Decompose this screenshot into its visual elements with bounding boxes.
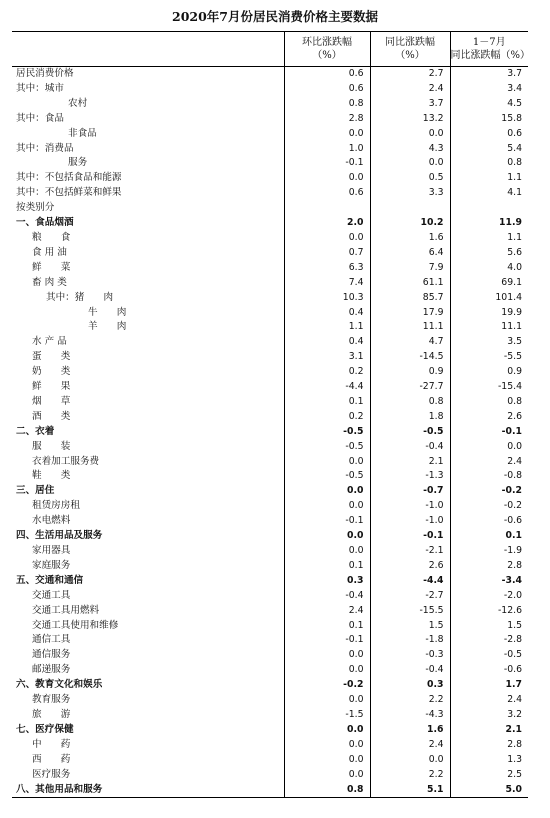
cell-mom: 0.1 bbox=[284, 559, 370, 574]
header-yoy-line1: 同比涨跌幅 bbox=[385, 37, 435, 48]
cell-mom: 3.1 bbox=[284, 350, 370, 365]
cell-ytd: 11.1 bbox=[450, 320, 528, 335]
cell-ytd: -0.2 bbox=[450, 484, 528, 499]
row-label: 鞋 类 bbox=[32, 470, 71, 482]
cell-yoy: 1.8 bbox=[370, 410, 450, 425]
cell-mom: 0.0 bbox=[284, 753, 370, 768]
cell-ytd: -0.2 bbox=[450, 499, 528, 514]
table-row bbox=[12, 395, 528, 410]
cell-mom: 0.6 bbox=[284, 186, 370, 201]
row-label: 居民消费价格 bbox=[16, 68, 74, 79]
cell-ytd: -1.9 bbox=[450, 544, 528, 559]
cell-yoy: -15.5 bbox=[370, 604, 450, 619]
cell-mom: -0.5 bbox=[284, 425, 370, 440]
cell-ytd: -0.5 bbox=[450, 648, 528, 663]
row-label: 畜 肉 类 bbox=[32, 276, 67, 288]
cell-mom: 0.0 bbox=[284, 648, 370, 663]
cell-yoy bbox=[370, 201, 450, 216]
table-body bbox=[12, 67, 528, 798]
table-row bbox=[12, 633, 528, 648]
cell-mom: -0.1 bbox=[284, 156, 370, 171]
cell-mom: 0.2 bbox=[284, 365, 370, 380]
table-row bbox=[12, 440, 528, 455]
cell-mom: 0.0 bbox=[284, 693, 370, 708]
table-row bbox=[12, 171, 528, 186]
table-row bbox=[12, 499, 528, 514]
cell-ytd: 0.9 bbox=[450, 365, 528, 380]
table-row bbox=[12, 231, 528, 246]
cell-ytd: 2.8 bbox=[450, 559, 528, 574]
page-title: 2020年7月份居民消费价格主要数据 bbox=[172, 9, 378, 24]
cell-ytd: -0.8 bbox=[450, 469, 528, 484]
header-label-column bbox=[12, 32, 284, 67]
cell-mom: 2.8 bbox=[284, 112, 370, 127]
cell-yoy: 0.0 bbox=[370, 127, 450, 142]
cell-mom: 0.0 bbox=[284, 544, 370, 559]
cell-ytd: 3.7 bbox=[450, 67, 528, 82]
row-label: 衣着加工服务费 bbox=[32, 455, 100, 467]
cell-yoy: -1.8 bbox=[370, 633, 450, 648]
table-row bbox=[12, 425, 528, 440]
cell-ytd: 4.0 bbox=[450, 261, 528, 276]
table-row bbox=[12, 648, 528, 663]
cell-yoy: 11.1 bbox=[370, 320, 450, 335]
table-row bbox=[12, 678, 528, 693]
cell-mom: 2.4 bbox=[284, 604, 370, 619]
cell-yoy: -0.1 bbox=[370, 529, 450, 544]
cell-yoy: -2.1 bbox=[370, 544, 450, 559]
table-row bbox=[12, 82, 528, 97]
table-row bbox=[12, 768, 528, 783]
row-label: 其中：猪 肉 bbox=[46, 291, 114, 303]
cell-mom: -0.4 bbox=[284, 589, 370, 604]
row-label: 五、交通和通信 bbox=[16, 574, 84, 586]
cell-ytd: -2.8 bbox=[450, 633, 528, 648]
cell-mom: 0.7 bbox=[284, 246, 370, 261]
cell-yoy: -0.7 bbox=[370, 484, 450, 499]
cell-mom: 0.0 bbox=[284, 663, 370, 678]
row-label: 交通工具用燃料 bbox=[32, 604, 100, 616]
row-label: 服 装 bbox=[32, 440, 71, 452]
cell-ytd: 5.6 bbox=[450, 246, 528, 261]
cell-mom: 0.0 bbox=[284, 723, 370, 738]
table-row bbox=[12, 127, 528, 142]
cell-mom: 0.0 bbox=[284, 529, 370, 544]
header-ytd-line2: 同比涨跌幅（%） bbox=[450, 50, 531, 61]
cell-mom: 0.8 bbox=[284, 97, 370, 112]
cell-ytd: -0.6 bbox=[450, 514, 528, 529]
row-label: 旅 游 bbox=[32, 708, 71, 720]
table-row bbox=[12, 201, 528, 216]
cell-ytd: 3.2 bbox=[450, 708, 528, 723]
cell-yoy: 1.5 bbox=[370, 619, 450, 634]
table-row bbox=[12, 67, 528, 82]
cell-ytd: 0.8 bbox=[450, 395, 528, 410]
cell-mom: 0.0 bbox=[284, 127, 370, 142]
cell-yoy: -0.3 bbox=[370, 648, 450, 663]
cell-ytd: 101.4 bbox=[450, 291, 528, 306]
cell-ytd: 2.5 bbox=[450, 768, 528, 783]
cell-ytd: 3.5 bbox=[450, 335, 528, 350]
table-row bbox=[12, 604, 528, 619]
row-label: 鲜 菜 bbox=[32, 261, 71, 273]
table-row bbox=[12, 484, 528, 499]
cell-ytd: 0.1 bbox=[450, 529, 528, 544]
cell-mom: 7.4 bbox=[284, 276, 370, 291]
cell-yoy: 17.9 bbox=[370, 306, 450, 321]
header-yoy bbox=[370, 32, 450, 67]
table-row bbox=[12, 276, 528, 291]
table-row bbox=[12, 97, 528, 112]
cell-yoy: 2.4 bbox=[370, 82, 450, 97]
cell-yoy: -0.5 bbox=[370, 425, 450, 440]
cell-mom: 0.0 bbox=[284, 484, 370, 499]
table-row bbox=[12, 156, 528, 171]
table-row bbox=[12, 142, 528, 157]
cell-mom: 0.0 bbox=[284, 455, 370, 470]
table-row bbox=[12, 306, 528, 321]
row-label: 其中：食品 bbox=[16, 112, 64, 124]
cell-yoy: 0.0 bbox=[370, 753, 450, 768]
cell-ytd: 1.5 bbox=[450, 619, 528, 634]
row-label: 按类别分 bbox=[16, 202, 55, 214]
cell-mom: 0.0 bbox=[284, 768, 370, 783]
header-mom-line1: 环比涨跌幅 bbox=[302, 37, 352, 48]
cell-yoy: -0.4 bbox=[370, 663, 450, 678]
cell-ytd: 1.1 bbox=[450, 231, 528, 246]
cell-yoy: 2.7 bbox=[370, 67, 450, 82]
cell-ytd: -3.4 bbox=[450, 574, 528, 589]
cell-ytd: 2.8 bbox=[450, 738, 528, 753]
cell-ytd: 2.6 bbox=[450, 410, 528, 425]
cell-ytd: 3.4 bbox=[450, 82, 528, 97]
cell-ytd bbox=[450, 201, 528, 216]
cell-ytd: 69.1 bbox=[450, 276, 528, 291]
cell-yoy: -27.7 bbox=[370, 380, 450, 395]
cell-mom: 1.0 bbox=[284, 142, 370, 157]
row-label: 交通工具使用和维修 bbox=[32, 619, 119, 631]
cell-mom: -0.1 bbox=[284, 633, 370, 648]
cell-yoy: 0.3 bbox=[370, 678, 450, 693]
row-label: 水电燃料 bbox=[32, 515, 71, 527]
table-row bbox=[12, 335, 528, 350]
cell-yoy: -14.5 bbox=[370, 350, 450, 365]
cell-yoy: 85.7 bbox=[370, 291, 450, 306]
cell-yoy: 2.2 bbox=[370, 693, 450, 708]
header-ytd-line1: 1－7月 bbox=[472, 37, 506, 48]
header-ytd bbox=[450, 32, 531, 67]
row-label: 六、教育文化和娱乐 bbox=[16, 679, 103, 691]
cell-mom: 0.1 bbox=[284, 619, 370, 634]
table-row bbox=[12, 469, 528, 484]
row-label: 非食品 bbox=[68, 127, 97, 139]
row-label: 其中：不包括鲜菜和鲜果 bbox=[16, 187, 122, 199]
table-row bbox=[12, 708, 528, 723]
table-row bbox=[12, 693, 528, 708]
table-row bbox=[12, 619, 528, 634]
cell-yoy: -2.7 bbox=[370, 589, 450, 604]
table-row bbox=[12, 753, 528, 768]
row-label: 八、其他用品和服务 bbox=[12, 783, 284, 798]
row-label: 七、医疗保健 bbox=[16, 723, 74, 735]
table-row bbox=[12, 529, 528, 544]
cell-yoy: 0.9 bbox=[370, 365, 450, 380]
cell-mom: 0.4 bbox=[284, 306, 370, 321]
cell-yoy: 0.8 bbox=[370, 395, 450, 410]
cell-mom: 0.4 bbox=[284, 335, 370, 350]
table-row bbox=[12, 574, 528, 589]
row-label: 牛 肉 bbox=[88, 306, 127, 318]
cell-mom bbox=[284, 201, 370, 216]
row-label: 二、衣着 bbox=[16, 425, 55, 437]
row-label: 中 药 bbox=[32, 738, 71, 750]
cell-ytd: 19.9 bbox=[450, 306, 528, 321]
table-row bbox=[12, 738, 528, 753]
row-label: 蛋 类 bbox=[32, 351, 71, 363]
cell-mom: 0.0 bbox=[284, 231, 370, 246]
cell-ytd: 1.3 bbox=[450, 753, 528, 768]
cell-mom: -0.5 bbox=[284, 469, 370, 484]
cell-yoy: -4.3 bbox=[370, 708, 450, 723]
table-row bbox=[12, 246, 528, 261]
cell-ytd: 2.4 bbox=[450, 693, 528, 708]
cell-yoy: 2.6 bbox=[370, 559, 450, 574]
table-header-row bbox=[12, 32, 528, 67]
cell-ytd: -15.4 bbox=[450, 380, 528, 395]
cell-mom: 0.6 bbox=[284, 67, 370, 82]
cell-mom: 0.1 bbox=[284, 395, 370, 410]
cell-mom: 2.0 bbox=[284, 216, 370, 231]
cell-ytd: -0.1 bbox=[450, 425, 528, 440]
cell-yoy: 5.1 bbox=[370, 783, 450, 798]
table-row bbox=[12, 455, 528, 470]
row-label: 水 产 品 bbox=[32, 336, 67, 348]
cpi-table-container bbox=[12, 31, 531, 798]
cell-yoy: 2.1 bbox=[370, 455, 450, 470]
row-label: 服务 bbox=[68, 157, 88, 169]
row-label: 其中：不包括食品和能源 bbox=[16, 172, 122, 184]
table-row bbox=[12, 291, 528, 306]
cell-mom: 0.0 bbox=[284, 171, 370, 186]
row-label: 农村 bbox=[68, 97, 88, 109]
row-label: 医疗服务 bbox=[32, 768, 71, 780]
cell-mom: 6.3 bbox=[284, 261, 370, 276]
row-label: 四、生活用品及服务 bbox=[16, 530, 103, 542]
cell-yoy: 13.2 bbox=[370, 112, 450, 127]
cell-ytd: 2.1 bbox=[450, 723, 528, 738]
cell-mom: -4.4 bbox=[284, 380, 370, 395]
cell-ytd: -2.0 bbox=[450, 589, 528, 604]
table-row bbox=[12, 544, 528, 559]
cell-yoy: 4.3 bbox=[370, 142, 450, 157]
header-mom-line2: （%） bbox=[312, 50, 342, 61]
header-yoy-line2: （%） bbox=[395, 50, 425, 61]
cell-yoy: 6.4 bbox=[370, 246, 450, 261]
row-label: 通信服务 bbox=[32, 649, 71, 661]
table-row bbox=[12, 589, 528, 604]
table-row bbox=[12, 186, 528, 201]
cell-ytd: 2.4 bbox=[450, 455, 528, 470]
header-mom bbox=[284, 32, 370, 67]
cell-yoy: 4.7 bbox=[370, 335, 450, 350]
cell-ytd: 0.6 bbox=[450, 127, 528, 142]
table-row bbox=[12, 380, 528, 395]
row-label: 鲜 果 bbox=[32, 381, 71, 393]
table-row bbox=[12, 514, 528, 529]
cell-mom: 0.8 bbox=[284, 783, 370, 798]
cell-mom: 0.3 bbox=[284, 574, 370, 589]
cell-mom: 1.1 bbox=[284, 320, 370, 335]
table-row bbox=[12, 261, 528, 276]
cell-yoy: 7.9 bbox=[370, 261, 450, 276]
cell-ytd: 15.8 bbox=[450, 112, 528, 127]
table-row bbox=[12, 783, 528, 798]
table-row bbox=[12, 410, 528, 425]
cpi-table bbox=[12, 31, 531, 798]
cell-mom: -0.5 bbox=[284, 440, 370, 455]
row-label: 酒 类 bbox=[32, 410, 71, 422]
cell-ytd: 0.0 bbox=[450, 440, 528, 455]
table-row bbox=[12, 723, 528, 738]
row-label: 三、居住 bbox=[16, 485, 55, 497]
table-row bbox=[12, 216, 528, 231]
table-row bbox=[12, 112, 528, 127]
table-row bbox=[12, 365, 528, 380]
cell-mom: -1.5 bbox=[284, 708, 370, 723]
cell-ytd: -5.5 bbox=[450, 350, 528, 365]
row-label: 其中：城市 bbox=[16, 82, 64, 94]
row-label: 家用器具 bbox=[32, 545, 71, 556]
cell-yoy: 0.0 bbox=[370, 156, 450, 171]
cell-yoy: -1.0 bbox=[370, 499, 450, 514]
cell-ytd: 5.0 bbox=[450, 783, 528, 798]
cell-ytd: 4.5 bbox=[450, 97, 528, 112]
row-label: 邮递服务 bbox=[32, 664, 71, 676]
cell-yoy: 2.2 bbox=[370, 768, 450, 783]
cell-yoy: 0.5 bbox=[370, 171, 450, 186]
row-label: 粮 食 bbox=[32, 231, 71, 243]
cell-yoy: 2.4 bbox=[370, 738, 450, 753]
cell-mom: 0.6 bbox=[284, 82, 370, 97]
row-label: 西 药 bbox=[32, 753, 71, 765]
cell-yoy: -4.4 bbox=[370, 574, 450, 589]
cell-mom: -0.2 bbox=[284, 678, 370, 693]
row-label: 教育服务 bbox=[32, 694, 71, 706]
cell-ytd: -12.6 bbox=[450, 604, 528, 619]
row-label: 通信工具 bbox=[32, 634, 71, 646]
row-label: 羊 肉 bbox=[88, 321, 127, 333]
cell-yoy: -1.3 bbox=[370, 469, 450, 484]
row-label: 奶 类 bbox=[32, 366, 71, 378]
row-label: 一、食品烟酒 bbox=[16, 217, 74, 229]
cell-ytd: 4.1 bbox=[450, 186, 528, 201]
row-label: 交通工具 bbox=[32, 589, 71, 601]
row-label: 租赁房房租 bbox=[32, 500, 80, 512]
cell-mom: 0.0 bbox=[284, 738, 370, 753]
cell-yoy: 1.6 bbox=[370, 231, 450, 246]
cell-yoy: 1.6 bbox=[370, 723, 450, 738]
cell-mom: 0.2 bbox=[284, 410, 370, 425]
cell-yoy: 3.7 bbox=[370, 97, 450, 112]
table-row bbox=[12, 559, 528, 574]
cell-ytd: 0.8 bbox=[450, 156, 528, 171]
cell-mom: -0.1 bbox=[284, 514, 370, 529]
cell-yoy: 3.3 bbox=[370, 186, 450, 201]
cell-ytd: 1.1 bbox=[450, 171, 528, 186]
cell-ytd: 11.9 bbox=[450, 216, 528, 231]
table-row bbox=[12, 350, 528, 365]
row-label: 其中：消费品 bbox=[16, 142, 74, 154]
cell-mom: 0.0 bbox=[284, 499, 370, 514]
cell-ytd: -0.6 bbox=[450, 663, 528, 678]
cell-ytd: 5.4 bbox=[450, 142, 528, 157]
row-label: 家庭服务 bbox=[32, 559, 71, 571]
table-row bbox=[12, 663, 528, 678]
cell-yoy: 61.1 bbox=[370, 276, 450, 291]
cell-yoy: -1.0 bbox=[370, 514, 450, 529]
row-label: 食 用 油 bbox=[32, 246, 67, 258]
cell-yoy: 10.2 bbox=[370, 216, 450, 231]
cell-ytd: 1.7 bbox=[450, 678, 528, 693]
cell-yoy: -0.4 bbox=[370, 440, 450, 455]
row-label: 烟 草 bbox=[32, 395, 71, 407]
cell-mom: 10.3 bbox=[284, 291, 370, 306]
table-row bbox=[12, 320, 528, 335]
